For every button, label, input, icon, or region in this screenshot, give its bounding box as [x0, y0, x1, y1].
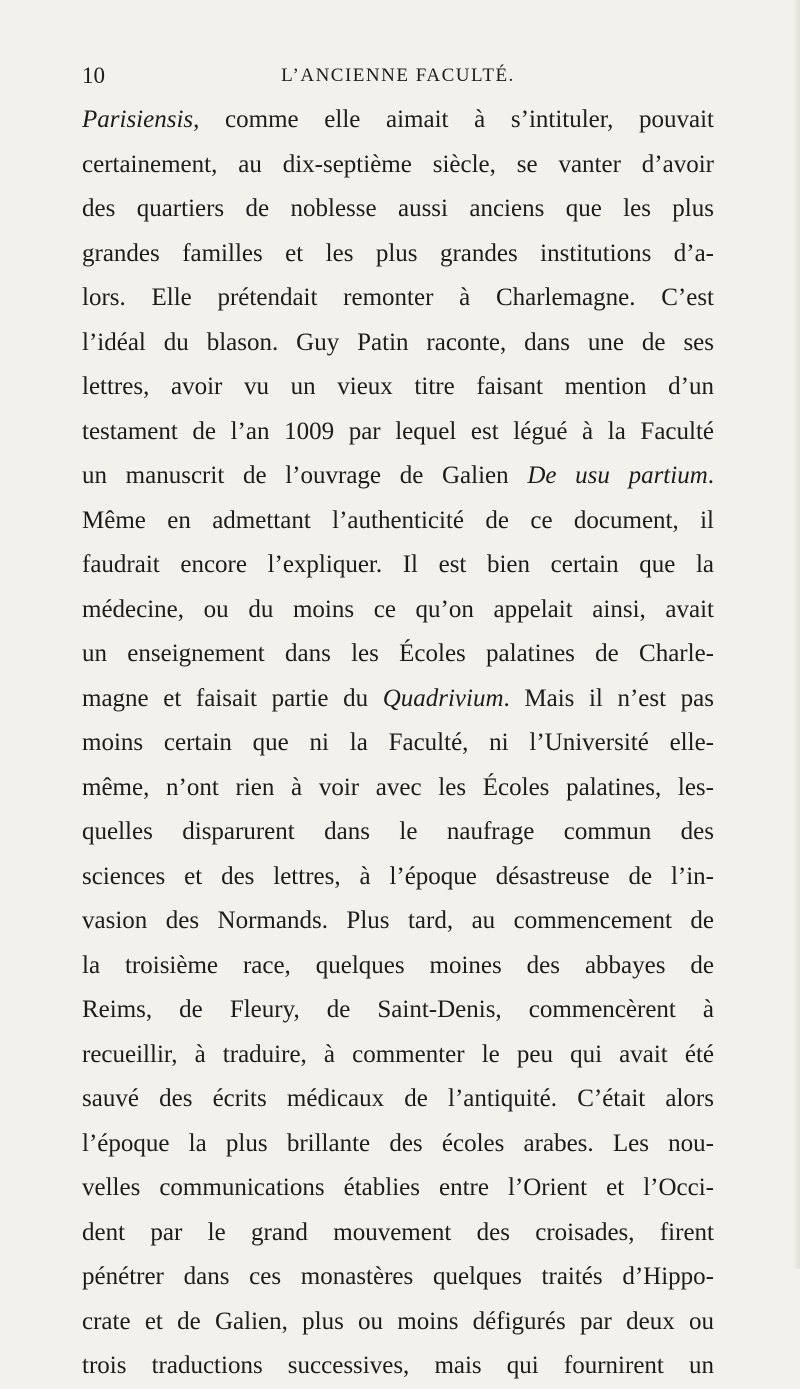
text-segment: . Mais il n’est pas [503, 684, 714, 712]
text-line [82, 410, 714, 455]
text-segment: lors. Elle prétendait remonter à Charlemagne. C’est [82, 284, 714, 311]
text-segment: faudrait encore l’expliquer. Il est bien certain que la [82, 551, 714, 578]
text-line [82, 187, 714, 232]
text-segment: recueillir, à traduire, à commenter le peu qui avait été [82, 1040, 714, 1068]
text-line [82, 988, 714, 1033]
text-segment: testament de l’an 1009 par lequel est légué à la Faculté [82, 417, 714, 445]
text-line [82, 232, 714, 277]
text-line [82, 810, 714, 855]
text-line [82, 632, 714, 677]
text-segment: un manuscrit de l’ouvrage de Galien [82, 462, 528, 489]
text-line [82, 1166, 714, 1211]
text-segment: sauvé des écrits médicaux de l’antiquité. C’était alors [82, 1085, 714, 1112]
text-line [82, 1300, 714, 1345]
text-segment: magne et faisait partie du [82, 684, 383, 712]
body-text [82, 98, 714, 1389]
page-header [82, 58, 714, 94]
text-line [82, 677, 714, 722]
text-segment: crate et de Galien, plus ou moins défigurés par deux ou [82, 1307, 714, 1335]
text-segment: trois traductions successives, mais qui fournirent un [82, 1352, 714, 1379]
text-line [82, 365, 714, 410]
text-line [82, 1211, 714, 1256]
text-segment: moins certain que ni la Faculté, ni l’Université elle- [82, 729, 714, 756]
text-segment: quelles disparurent dans le naufrage commun des [82, 818, 714, 845]
text-line [82, 543, 714, 588]
text-line [82, 766, 714, 811]
text-line [82, 721, 714, 766]
page-number: 10 [82, 63, 105, 88]
text-segment: l’idéal du blason. Guy Patin raconte, dans une de ses [82, 328, 714, 356]
text-line [82, 321, 714, 366]
text-segment: Reims, de Fleury, de Saint-Denis, commencèrent à [82, 996, 714, 1023]
text-line [82, 1077, 714, 1122]
italic-text: Parisiensis [82, 106, 194, 133]
text-line [82, 588, 714, 633]
text-line [82, 499, 714, 544]
text-segment: la troisième race, quelques moines des abbayes de [82, 951, 714, 979]
italic-text: De usu partium [527, 462, 708, 489]
text-line [82, 276, 714, 321]
text-segment: . [707, 462, 715, 489]
running-title: L’ANCIENNE FACULTÉ. [281, 65, 515, 86]
text-line [82, 454, 714, 499]
page-edge [792, 0, 800, 1269]
text-segment: des quartiers de noblesse aussi anciens que les plus [82, 195, 714, 222]
text-segment: grandes familles et les plus grandes institutions d’a- [82, 239, 714, 267]
text-segment: même, n’ont rien à voir avec les Écoles palatines, les- [82, 773, 714, 801]
text-segment: pénétrer dans ces monastères quelques traités d’Hippo- [82, 1263, 714, 1290]
text-segment: Même en admettant l’authenticité de ce document, il [82, 506, 714, 534]
text-segment: l’époque la plus brillante des écoles arabes. Les nou- [82, 1129, 714, 1157]
italic-text: Quadrivium [382, 684, 504, 712]
text-line [82, 1255, 714, 1300]
text-line [82, 944, 714, 989]
text-line [82, 855, 714, 900]
text-segment: un enseignement dans les Écoles palatines de Charle- [82, 640, 714, 667]
text-segment: , comme elle aimait à s’intituler, pouvait [193, 106, 714, 133]
text-segment: vasion des Normands. Plus tard, au commencement de [82, 907, 714, 934]
text-segment: médecine, ou du moins ce qu’on appelait ainsi, avait [82, 595, 714, 623]
text-segment: dent par le grand mouvement des croisades, firent [82, 1218, 714, 1246]
text-line [82, 1344, 714, 1389]
text-segment: lettres, avoir vu un vieux titre faisant mention d’un [82, 373, 714, 400]
text-line [82, 98, 714, 143]
text-segment: certainement, au dix-septième siècle, se vanter d’avoir [82, 150, 714, 178]
text-segment: sciences et des lettres, à l’époque désastreuse de l’in- [82, 862, 714, 890]
text-line [82, 143, 714, 188]
text-line [82, 1033, 714, 1078]
text-line [82, 899, 714, 944]
text-line [82, 1122, 714, 1167]
text-segment: velles communications établies entre l’Orient et l’Occi- [82, 1174, 714, 1201]
